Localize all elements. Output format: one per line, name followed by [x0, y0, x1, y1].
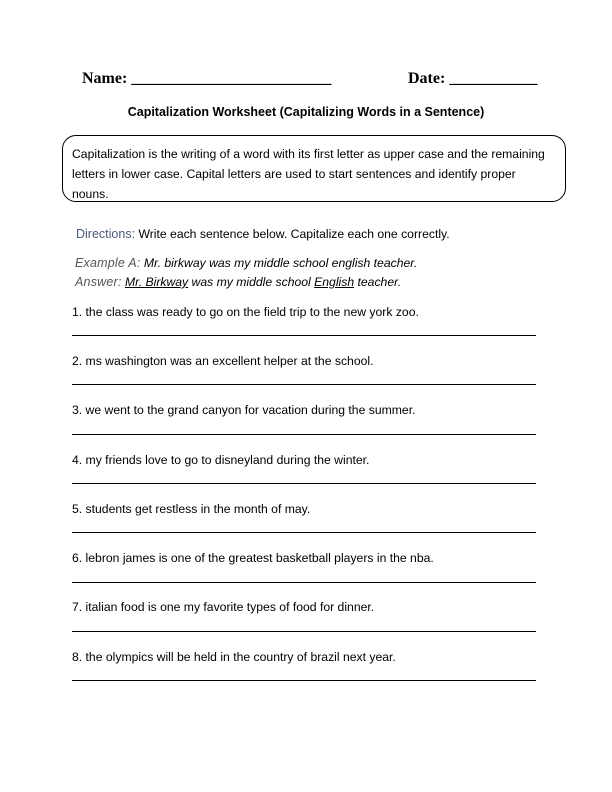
date-field-label: Date: ___________	[408, 70, 538, 87]
answer-proper-noun-2: English	[314, 275, 355, 289]
example-label: Example A:	[75, 256, 141, 270]
answer-line-2[interactable]	[72, 384, 536, 385]
directions	[76, 227, 450, 241]
directions-label: Directions:	[76, 227, 136, 241]
question-4: 4. my friends love to go to disneyland during the winter.	[72, 453, 370, 467]
answer-label: Answer:	[75, 275, 122, 289]
directions-text: Write each sentence below. Capitalize each one correctly.	[138, 227, 450, 241]
answer-line-3[interactable]	[72, 434, 536, 435]
answer-proper-noun-1: Mr. Birkway	[124, 275, 189, 289]
answer	[75, 275, 401, 289]
answer-text-1: was my middle school	[188, 275, 315, 289]
question-8: 8. the olympics will be held in the country of brazil next year.	[72, 650, 396, 664]
answer-line-8[interactable]	[72, 680, 536, 681]
question-2: 2. ms washington was an excellent helper at the school.	[72, 354, 374, 368]
question-3: 3. we went to the grand canyon for vacation during the summer.	[72, 403, 416, 417]
name-field-label: Name: _________________________	[82, 70, 332, 87]
answer-line-4[interactable]	[72, 483, 536, 484]
example-text: Mr. birkway was my middle school english teacher.	[143, 256, 418, 270]
question-1: 1. the class was ready to go on the field trip to the new york zoo.	[72, 305, 419, 319]
answer-line-6[interactable]	[72, 582, 536, 583]
worksheet-title: Capitalization Worksheet (Capitalizing Words in a Sentence)	[127, 105, 485, 119]
question-6: 6. lebron james is one of the greatest basketball players in the nba.	[72, 551, 434, 565]
answer-line-1[interactable]	[72, 335, 536, 336]
question-7: 7. italian food is one my favorite types of food for dinner.	[72, 600, 375, 614]
definition-box	[62, 135, 566, 202]
example	[75, 256, 417, 270]
answer-text-2: teacher.	[354, 275, 402, 289]
question-5: 5. students get restless in the month of may.	[72, 502, 311, 516]
answer-line-5[interactable]	[72, 532, 536, 533]
answer-line-7[interactable]	[72, 631, 536, 632]
definition-text: Capitalization is the writing of a word with its first letter as upper case and the remaining letters in lower case. Capital letters are used to start sentences and identify proper nouns.	[72, 147, 545, 201]
